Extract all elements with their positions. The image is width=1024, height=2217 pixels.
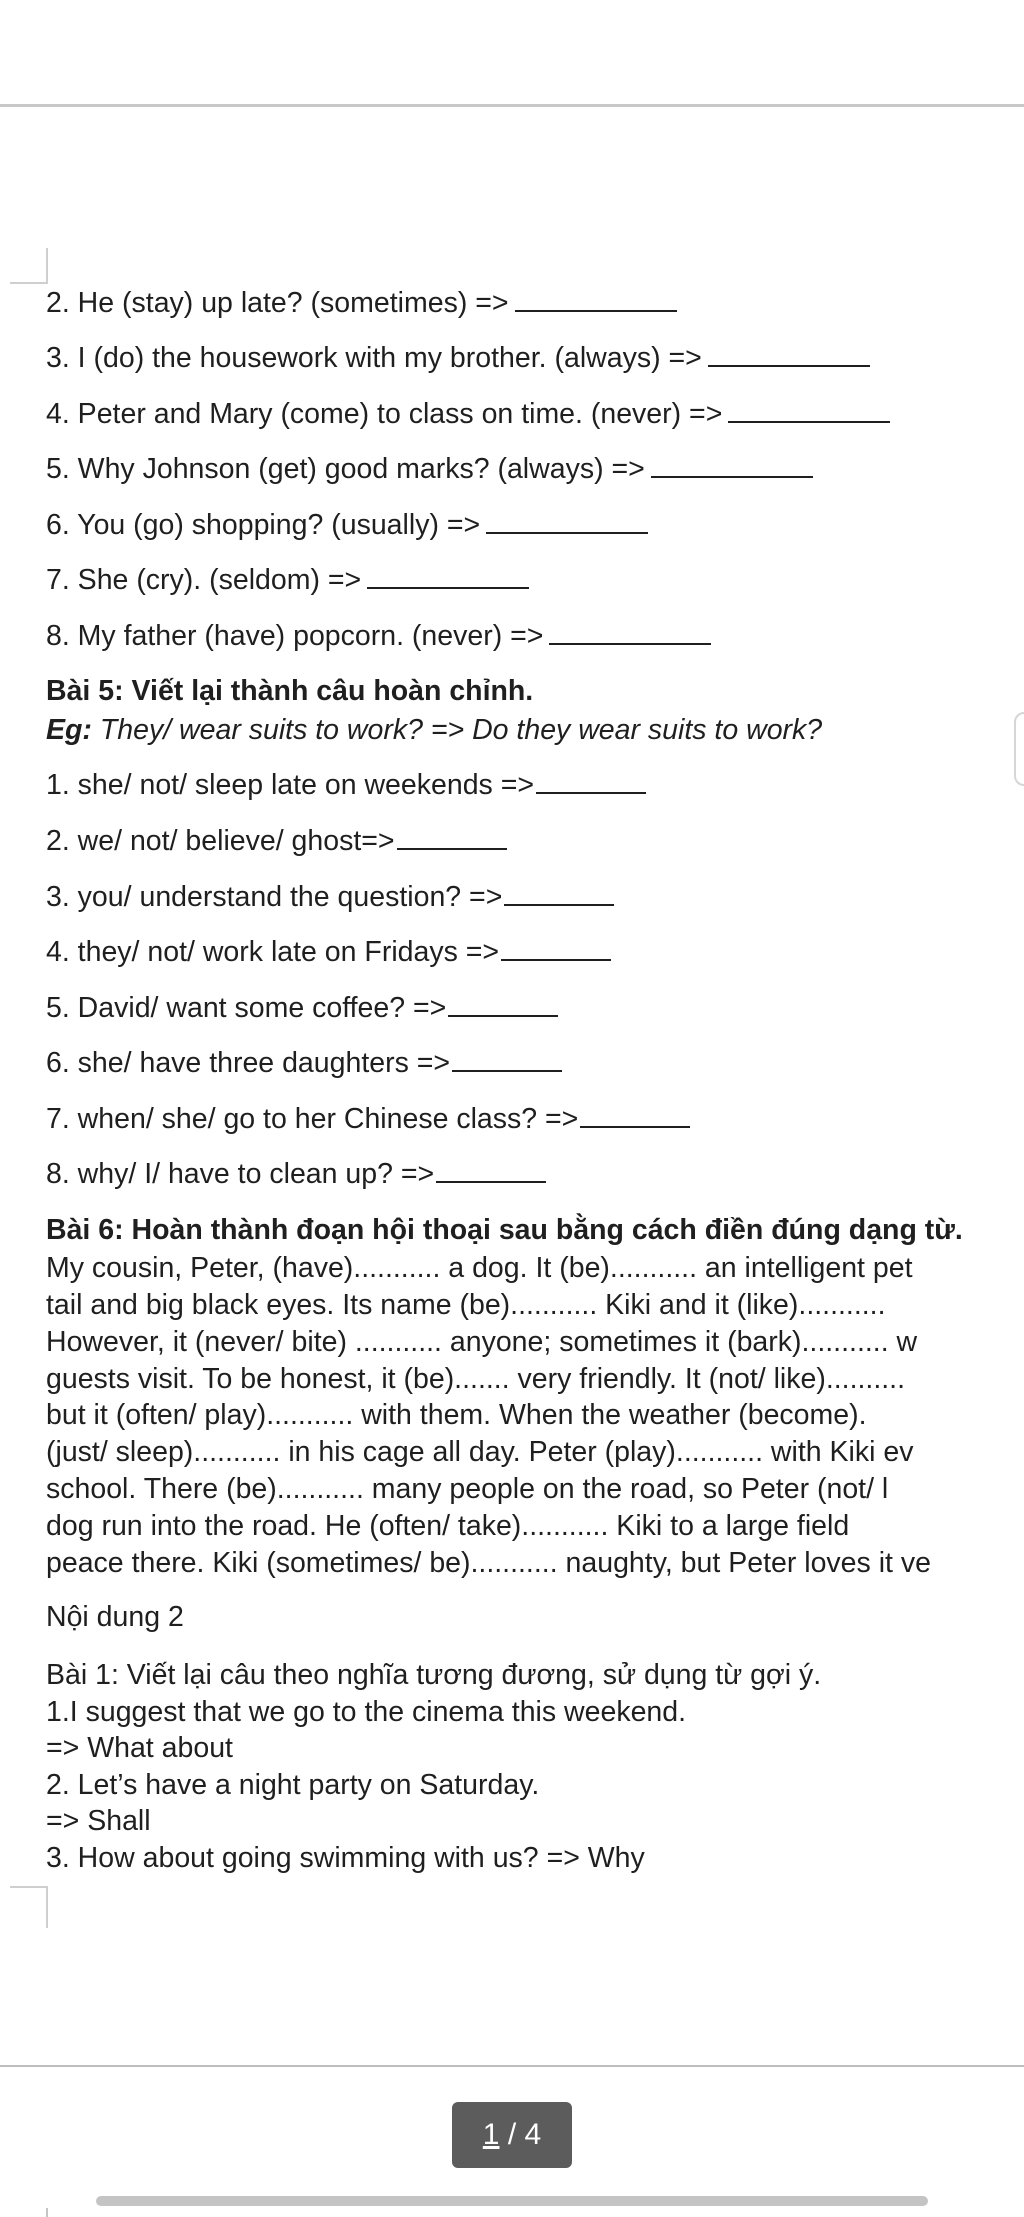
- paragraph-line: tail and big black eyes. Its name (be)........... Kiki and it (like)...........: [46, 1289, 886, 1321]
- bai5-example: Eg: They/ wear suits to work? => Do they wear suits to work?: [46, 714, 823, 746]
- exercise-item: 3. you/ understand the question? =>: [46, 880, 614, 914]
- paragraph-line: However, it (never/ bite) ........... anyone; sometimes it (bark)........... w: [46, 1326, 918, 1358]
- answer-blank: [448, 993, 558, 1017]
- exercise-item: 3. I (do) the housework with my brother. (always) =>: [46, 341, 870, 375]
- page-corner-mark-bottom: [10, 1886, 48, 1928]
- page-indicator[interactable]: [452, 2102, 572, 2168]
- exercise-item: 5. Why Johnson (get) good marks? (always) =>: [46, 452, 813, 486]
- answer-blank: [515, 288, 677, 312]
- rewrite-line: 3. How about going swimming with us? => Why: [46, 1842, 645, 1874]
- scrollbar-edge: [46, 2208, 48, 2217]
- rewrite-line: 2. Let’s have a night party on Saturday.: [46, 1769, 540, 1801]
- exercise-item: 1. she/ not/ sleep late on weekends =>: [46, 768, 646, 802]
- horizontal-scrollbar[interactable]: [96, 2196, 928, 2206]
- current-page: 1: [482, 2118, 500, 2151]
- section-heading: Nội dung 2: [46, 1601, 184, 1633]
- rewrite-line: => What about: [46, 1732, 233, 1764]
- bai1-title: Bài 1: Viết lại câu theo nghĩa tương đương, sử dụng từ gợi ý.: [46, 1659, 822, 1691]
- answer-blank: [549, 621, 711, 645]
- exercise-item: 2. we/ not/ believe/ ghost=>: [46, 824, 507, 858]
- exercise-item: 7. She (cry). (seldom) =>: [46, 563, 529, 597]
- total-pages: 4: [524, 2118, 542, 2151]
- answer-blank: [367, 565, 529, 589]
- answer-blank: [651, 454, 813, 478]
- paragraph-line: My cousin, Peter, (have)........... a dog. It (be)........... an intelligent pet: [46, 1252, 913, 1284]
- paragraph-line: guests visit. To be honest, it (be)....... very friendly. It (not/ like)..........: [46, 1363, 906, 1395]
- paragraph-line: dog run into the road. He (often/ take)........... Kiki to a large field: [46, 1510, 850, 1542]
- answer-blank: [536, 770, 646, 794]
- page-bottom-border: [0, 2065, 1024, 2067]
- exercise-item: 6. she/ have three daughters =>: [46, 1046, 562, 1080]
- answer-blank: [501, 937, 611, 961]
- paragraph-line: but it (often/ play)........... with them. When the weather (become).: [46, 1399, 867, 1431]
- exercise-item: 8. why/ I/ have to clean up? =>: [46, 1157, 546, 1191]
- exercise-item: 7. when/ she/ go to her Chinese class? =>: [46, 1102, 690, 1136]
- answer-blank: [486, 510, 648, 534]
- answer-blank: [728, 399, 890, 423]
- exercise-item: 5. David/ want some coffee? =>: [46, 991, 558, 1025]
- paragraph-line: peace there. Kiki (sometimes/ be)........... naughty, but Peter loves it ve: [46, 1547, 931, 1579]
- answer-blank: [397, 826, 507, 850]
- bai6-title: Bài 6: Hoàn thành đoạn hội thoại sau bằng cách điền đúng dạng từ.: [46, 1214, 963, 1246]
- exercise-item: 8. My father (have) popcorn. (never) =>: [46, 619, 711, 653]
- page-corner-mark-top: [10, 248, 48, 284]
- rewrite-line: 1.I suggest that we go to the cinema this weekend.: [46, 1696, 687, 1728]
- paragraph-line: school. There (be)........... many people on the road, so Peter (not/ l: [46, 1473, 889, 1505]
- paragraph-line: (just/ sleep)........... in his cage all day. Peter (play)........... with Kiki ev: [46, 1436, 914, 1468]
- exercise-item: 6. You (go) shopping? (usually) =>: [46, 508, 648, 542]
- page-separator: /: [499, 2118, 525, 2151]
- rewrite-line: => Shall: [46, 1805, 151, 1837]
- exercise-item: 4. they/ not/ work late on Fridays =>: [46, 935, 611, 969]
- answer-blank: [504, 882, 614, 906]
- side-panel-handle[interactable]: [1014, 712, 1024, 786]
- answer-blank: [580, 1104, 690, 1128]
- answer-blank: [436, 1159, 546, 1183]
- bai5-title: Bài 5: Viết lại thành câu hoàn chỉnh.: [46, 675, 534, 707]
- exercise-item: 2. He (stay) up late? (sometimes) =>: [46, 286, 677, 320]
- answer-blank: [708, 343, 870, 367]
- page-top-border: [0, 104, 1024, 107]
- exercise-item: 4. Peter and Mary (come) to class on time. (never) =>: [46, 397, 890, 431]
- answer-blank: [452, 1048, 562, 1072]
